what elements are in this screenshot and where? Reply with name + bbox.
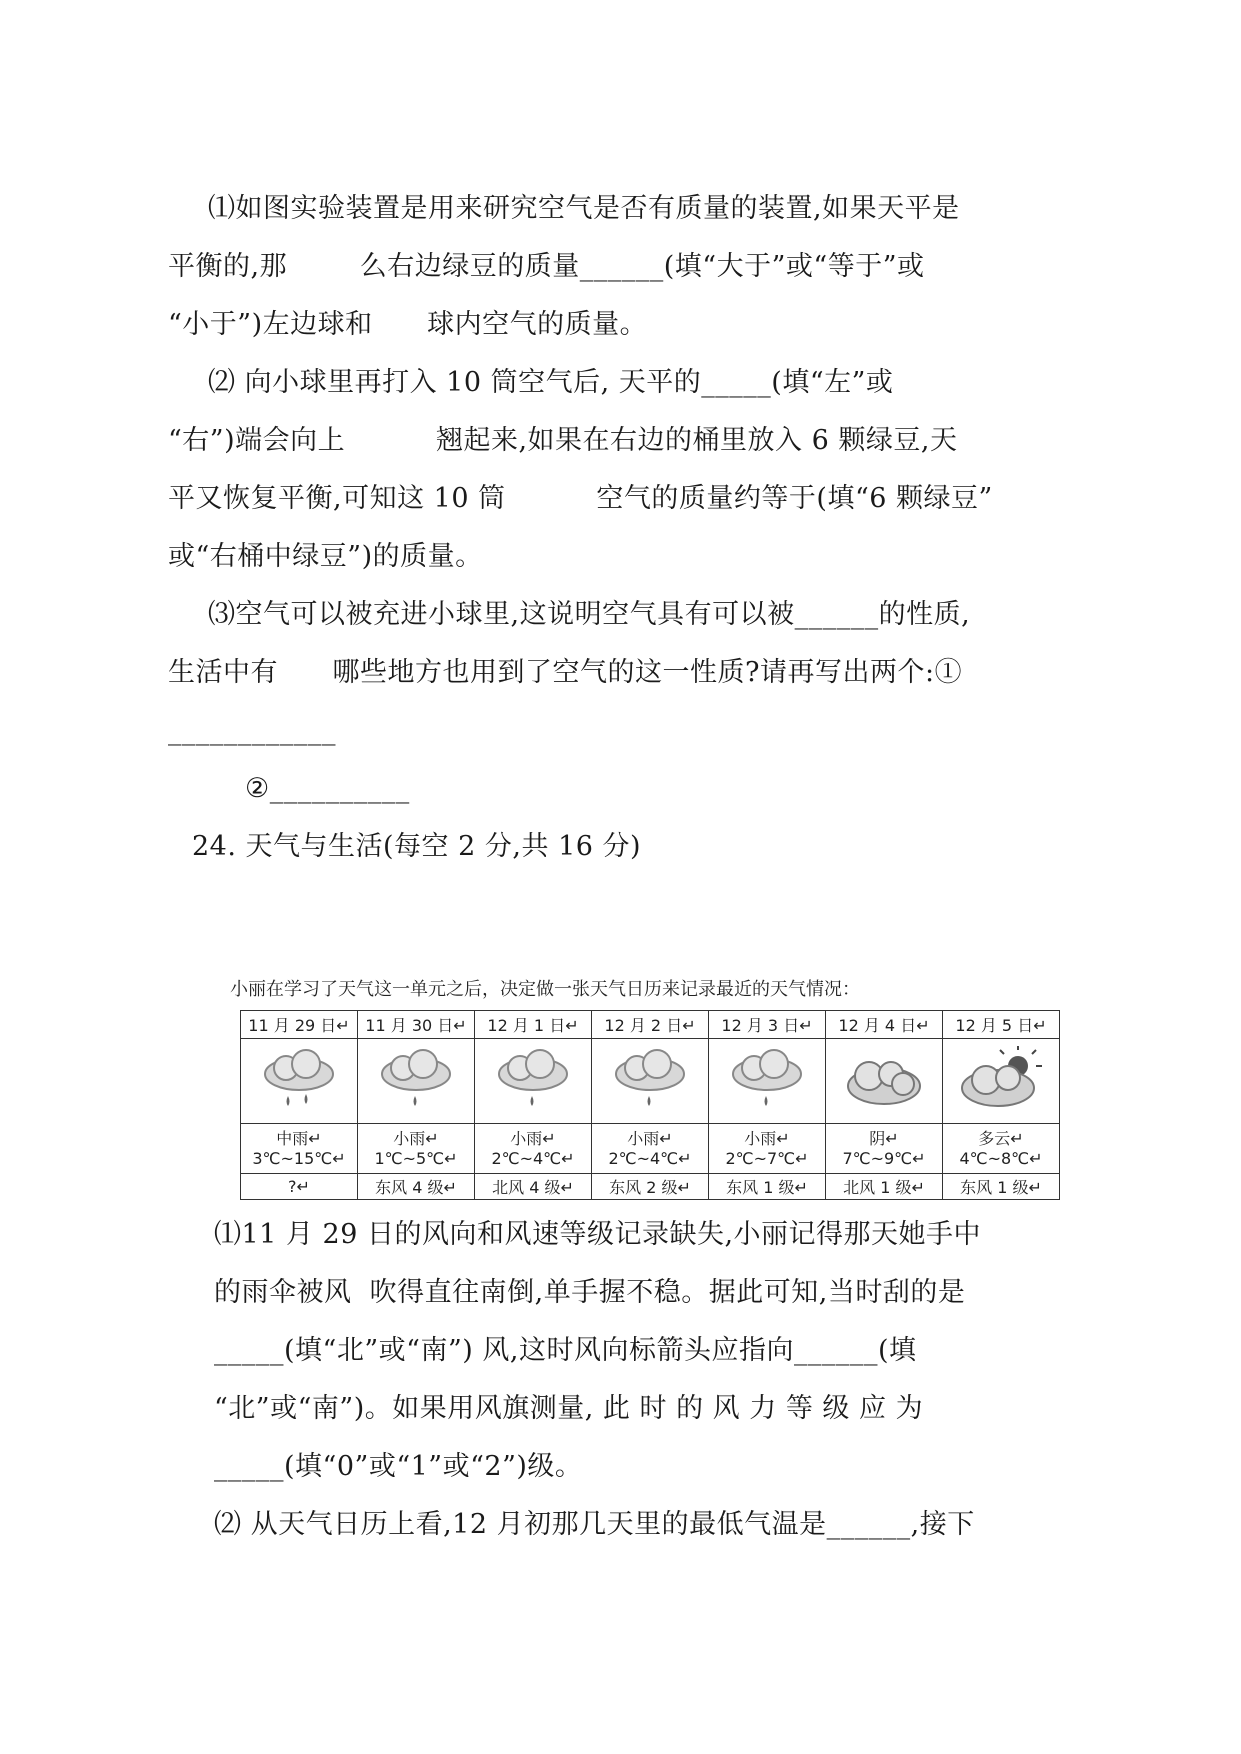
text-line: _____(填“0”或“1”或“2”)级。 [214,1451,583,1482]
text-line: 生活中有 哪些地方也用到了空气的这一性质?请再写出两个:① [168,657,963,688]
condition-cell: 阴↵ 7℃~9℃↵ [826,1123,943,1173]
icon-cell [943,1038,1060,1123]
date-cell: 11 月 30 日↵ [358,1011,475,1039]
text-line: “右”)端会向上 翘起来,如果在右边的桶里放入 6 颗绿豆,天 [168,425,958,456]
answer-blank[interactable]: ______ [794,599,879,630]
wind-cell: 北风 1 级↵ [826,1174,943,1200]
text-line: ②__________ [245,773,410,804]
text-line: 平衡的,那 么右边绿豆的质量______(填“大于”或“等于”或 [168,251,925,282]
wind-cell: 东风 1 级↵ [943,1174,1060,1200]
answer-blank[interactable]: ______ [579,251,664,282]
wind-cell: 北风 4 级↵ [475,1174,592,1200]
wind-cell: 东风 2 级↵ [592,1174,709,1200]
condition-cell: 小雨↵ 2℃~4℃↵ [592,1123,709,1173]
date-cell: 12 月 4 日↵ [826,1011,943,1039]
rain-cloud-icon [722,1046,812,1116]
rain-cloud-icon [371,1046,461,1116]
condition-cell: 小雨↵ 1℃~5℃↵ [358,1123,475,1173]
table-caption: 小丽在学习了天气这一单元之后，决定做一张天气日历来记录最近的天气情况： [230,979,860,1000]
icon-row [241,1038,1060,1123]
text-line: ⑴11 月 29 日的风向和风速等级记录缺失,小丽记得那天她手中 [214,1219,982,1250]
icon-cell [709,1038,826,1123]
text-line: ⑴如图实验装置是用来研究空气是否有质量的装置,如果天平是 [208,193,960,224]
condition-cell: 小雨↵ 2℃~4℃↵ [475,1123,592,1173]
text-line: ⑶空气可以被充进小球里,这说明空气具有可以被______的性质, [208,599,971,630]
question-heading: 24. 天气与生活(每空 2 分,共 16 分) [192,831,642,862]
text-line: ⑵ 从天气日历上看,12 月初那几天里的最低气温是______,接下 [214,1509,975,1540]
text-line: 平又恢复平衡,可知这 10 筒 空气的质量约等于(填“6 颗绿豆” [168,483,993,514]
rain-cloud-icon [488,1046,578,1116]
partly-cloudy-icon [956,1046,1046,1116]
wind-cell: ?↵ [241,1174,358,1200]
wind-row [241,1174,1060,1200]
text-line: _____(填“北”或“南”) 风,这时风向标箭头应指向______(填 [214,1335,917,1366]
icon-cell [241,1038,358,1123]
condition-cell: 中雨↵ 3℃~15℃↵ [241,1123,358,1173]
icon-cell [826,1038,943,1123]
answer-blank[interactable]: ______ [826,1509,911,1540]
icon-cell [475,1038,592,1123]
date-row [241,1011,1060,1039]
condition-row [241,1123,1060,1173]
text-line: 的雨伞被风 吹得直往南倒,单手握不稳。据此可知,当时刮的是 [214,1277,966,1308]
date-cell: 12 月 3 日↵ [709,1011,826,1039]
rain-cloud-icon [605,1046,695,1116]
rain-cloud-icon [254,1046,344,1116]
wind-cell: 东风 1 级↵ [709,1174,826,1200]
text-line [168,714,336,748]
answer-blank[interactable]: _____ [701,367,772,398]
text-line: “小于”)左边球和 球内空气的质量。 [168,309,648,340]
condition-cell: 小雨↵ 2℃~7℃↵ [709,1123,826,1173]
answer-blank[interactable]: _____ [214,1451,284,1482]
answer-blank[interactable]: __________ [269,773,410,804]
icon-cell [592,1038,709,1123]
text-line: 或“右桶中绿豆”)的质量。 [168,541,483,572]
date-cell: 11 月 29 日↵ [241,1011,358,1039]
answer-blank[interactable]: ____________ [168,715,336,746]
condition-cell: 多云↵ 4℃~8℃↵ [943,1123,1060,1173]
date-cell: 12 月 1 日↵ [475,1011,592,1039]
icon-cell [358,1038,475,1123]
text-line: ⑵ 向小球里再打入 10 筒空气后, 天平的_____(填“左”或 [208,367,894,398]
wind-cell: 东风 4 级↵ [358,1174,475,1200]
answer-blank[interactable]: _____ [214,1335,284,1366]
date-cell: 12 月 2 日↵ [592,1011,709,1039]
text-line: “北”或“南”)。如果用风旗测量, 此 时 的 风 力 等 级 应 为 [214,1393,924,1424]
overcast-cloud-icon [839,1046,929,1116]
date-cell: 12 月 5 日↵ [943,1011,1060,1039]
weather-calendar-table [240,1010,1060,1200]
